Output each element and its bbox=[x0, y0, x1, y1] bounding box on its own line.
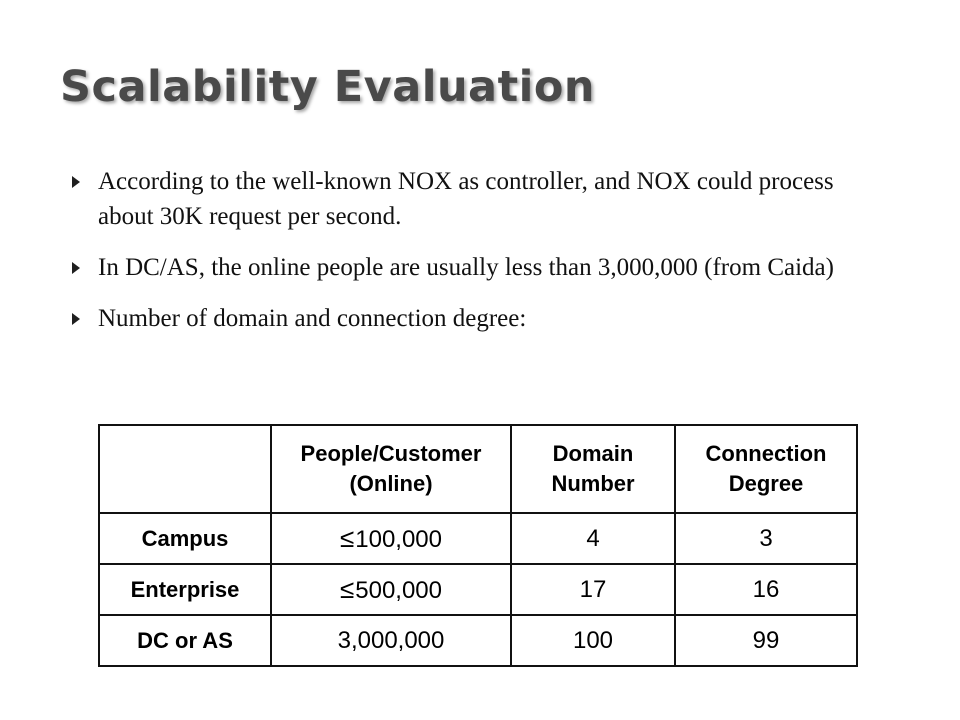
domain-cell: 17 bbox=[511, 564, 675, 615]
row-label: Enterprise bbox=[99, 564, 271, 615]
row-label: DC or AS bbox=[99, 615, 271, 666]
table-row bbox=[99, 564, 857, 615]
row-label: Campus bbox=[99, 513, 271, 564]
triangle-bullet-icon bbox=[72, 176, 80, 188]
triangle-bullet-icon bbox=[72, 313, 80, 325]
degree-cell: 3 bbox=[675, 513, 857, 564]
bullet-text: Number of domain and connection degree: bbox=[98, 305, 527, 332]
slide-title: Scalability Evaluation bbox=[60, 62, 596, 112]
table-row bbox=[99, 513, 857, 564]
table-header-row bbox=[99, 425, 857, 513]
people-cell: ≤100,000 bbox=[271, 513, 511, 564]
bullet-item bbox=[66, 164, 886, 234]
people-cell: ≤500,000 bbox=[271, 564, 511, 615]
bullet-item bbox=[66, 301, 886, 336]
bullet-item bbox=[66, 250, 886, 285]
degree-cell: 16 bbox=[675, 564, 857, 615]
degree-cell: 99 bbox=[675, 615, 857, 666]
people-cell: 3,000,000 bbox=[271, 615, 511, 666]
triangle-bullet-icon bbox=[72, 262, 80, 274]
less-or-equal-symbol: ≤ bbox=[339, 574, 355, 604]
empty-corner-cell bbox=[99, 425, 271, 513]
table-row bbox=[99, 615, 857, 666]
domain-cell: 100 bbox=[511, 615, 675, 666]
bullet-text: According to the well-known NOX as controller, and NOX could process about 30K request per second. bbox=[98, 168, 834, 230]
column-header-people: People/Customer (Online) bbox=[271, 425, 511, 513]
domain-cell: 4 bbox=[511, 513, 675, 564]
column-header-degree: Connection Degree bbox=[675, 425, 857, 513]
column-header-domain: Domain Number bbox=[511, 425, 675, 513]
bullet-list bbox=[66, 164, 886, 352]
scalability-table bbox=[98, 424, 858, 667]
less-or-equal-symbol: ≤ bbox=[339, 523, 355, 553]
bullet-text: In DC/AS, the online people are usually less than 3,000,000 (from Caida) bbox=[98, 254, 834, 281]
